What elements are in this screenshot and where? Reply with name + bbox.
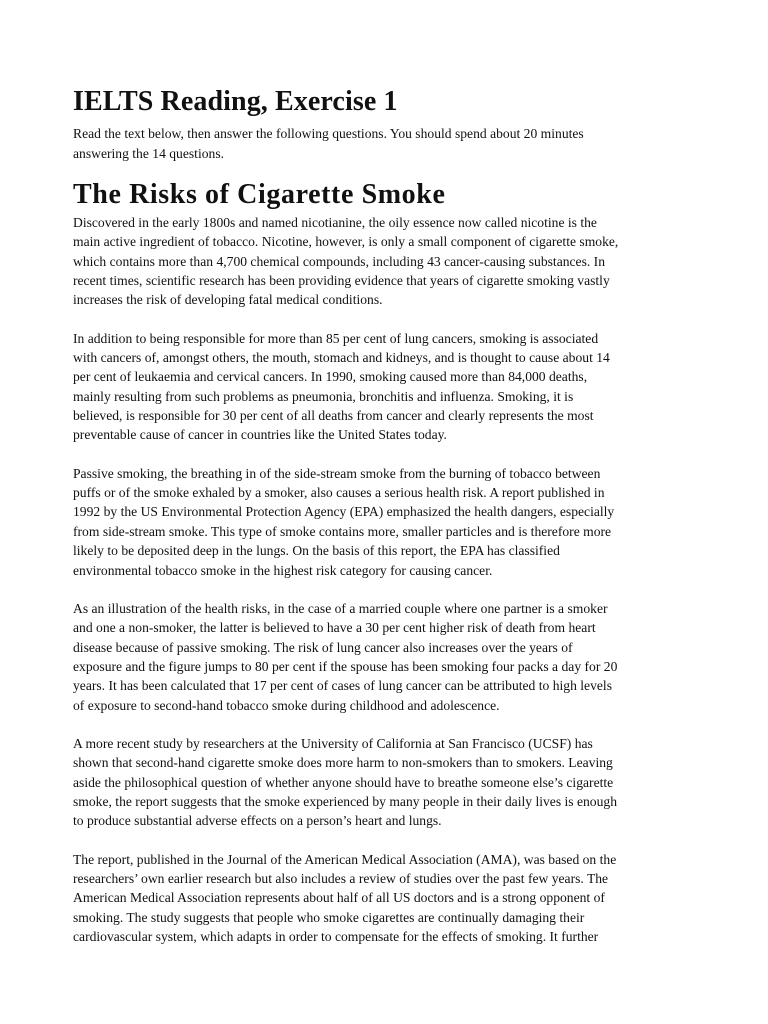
text-line: increases the risk of developing fatal medical conditions. bbox=[73, 292, 383, 308]
text-line: years. It has been calculated that 17 per cent of cases of lung cancer can be attributed to high levels bbox=[73, 678, 612, 694]
article-title: The Risks of Cigarette Smoke bbox=[73, 179, 446, 210]
text-line: cardiovascular system, which adapts in order to compensate for the effects of smoking. It further bbox=[73, 929, 599, 944]
text-line: Discovered in the early 1800s and named nicotianine, the oily essence now called nicotine is the bbox=[73, 215, 597, 230]
text-line: smoke, the report suggests that the smoke experienced by many people in their daily lives is enough bbox=[73, 793, 617, 809]
text-line: believed, is responsible for 30 per cent of all deaths from cancer and clearly represents the most bbox=[73, 408, 594, 424]
text-line: aside the philosophical question of whether anyone should have to breathe someone else’s cigarette bbox=[73, 774, 614, 790]
text-line: As an illustration of the health risks, in the case of a married couple where one partner is a smoker bbox=[73, 600, 608, 616]
text-line: Passive smoking, the breathing in of the side-stream smoke from the burning of tobacco between bbox=[73, 465, 601, 481]
text-line: per cent of leukaemia and cervical cancers. In 1990, smoking caused more than 84,000 deaths, bbox=[73, 369, 588, 385]
page-title: IELTS Reading, Exercise 1 bbox=[73, 86, 398, 117]
text-line: main active ingredient of tobacco. Nicotine, however, is only a small component of cigarette smoke, bbox=[73, 234, 619, 250]
text-line: and one a non-smoker, the latter is believed to have a 30 per cent higher risk of death from heart bbox=[73, 620, 596, 636]
text-line: 1992 by the US Environmental Protection Agency (EPA) emphasized the health dangers, especially bbox=[73, 504, 615, 520]
paragraph-5 bbox=[73, 734, 701, 831]
text-line: which contains more than 4,700 chemical compounds, including 43 cancer-causing substances. In bbox=[73, 253, 606, 269]
article-body bbox=[73, 213, 701, 946]
text-line: mainly resulting from such problems as pneumonia, bronchitis and influenza. Smoking, it is bbox=[73, 388, 574, 404]
text-line: A more recent study by researchers at the University of California at San Francisco (UCSF) has bbox=[73, 735, 593, 751]
paragraph-6 bbox=[73, 850, 701, 947]
text-line: shown that second-hand cigarette smoke does more harm to non-smokers than to smokers. Leaving bbox=[73, 755, 613, 771]
instructions bbox=[73, 124, 701, 163]
text-line: environmental tobacco smoke in the highest risk category for causing cancer. bbox=[73, 562, 493, 578]
paragraph-4 bbox=[73, 599, 701, 715]
text-line: researchers’ own earlier research but also includes a review of studies over the past few years. The bbox=[73, 870, 609, 886]
document-page bbox=[73, 84, 701, 946]
paragraph-1 bbox=[73, 213, 701, 310]
text-line: puffs or of the smoke exhaled by a smoker, also causes a serious health risk. A report published in bbox=[73, 485, 605, 501]
text-line: exposure and the figure jumps to 80 per cent if the spouse has been smoking four packs a day for 20 bbox=[73, 658, 618, 674]
text-line: disease because of passive smoking. The risk of lung cancer also increases over the years of bbox=[73, 639, 573, 655]
text-line: American Medical Association represents about half of all US doctors and is a strong opponent of bbox=[73, 890, 605, 906]
instructions-line: Read the text below, then answer the following questions. You should spend about 20 minutes bbox=[73, 126, 584, 141]
text-line: likely to be deposited deep in the lungs. On the basis of this report, the EPA has classified bbox=[73, 543, 560, 559]
text-line: to produce substantial adverse effects on a person’s heart and lungs. bbox=[73, 813, 442, 829]
instructions-line: answering the 14 questions. bbox=[73, 145, 225, 161]
text-line: of exposure to second-hand tobacco smoke during childhood and adolescence. bbox=[73, 697, 500, 713]
paragraph-2 bbox=[73, 329, 701, 445]
text-line: with cancers of, amongst others, the mouth, stomach and kidneys, and is thought to cause about 14 bbox=[73, 350, 610, 366]
text-line: In addition to being responsible for more than 85 per cent of lung cancers, smoking is associated bbox=[73, 330, 599, 346]
text-line: The report, published in the Journal of the American Medical Association (AMA), was based on the bbox=[73, 851, 617, 867]
text-line: recent times, scientific research has been providing evidence that years of cigarette smoking vastly bbox=[73, 273, 610, 289]
paragraph-3 bbox=[73, 464, 701, 580]
text-line: smoking. The study suggests that people who smoke cigarettes are continually damaging their bbox=[73, 909, 585, 925]
text-line: from side-stream smoke. This type of smoke contains more, smaller particles and is therefore more bbox=[73, 523, 612, 539]
text-line: preventable cause of cancer in countries like the United States today. bbox=[73, 427, 447, 443]
